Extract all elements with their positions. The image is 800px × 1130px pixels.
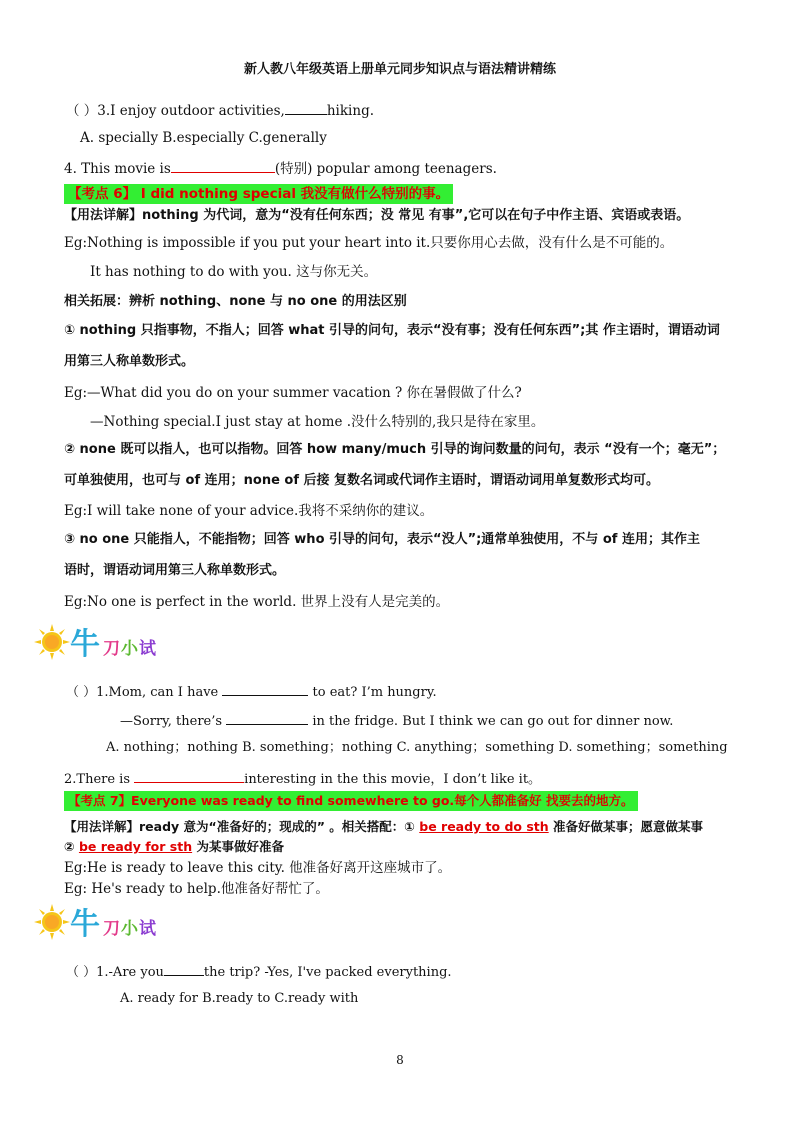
answer-blank[interactable] xyxy=(285,100,327,115)
rule-no-one-example: Eg:No one is perfect in the world. 世界上没有人是完美的。 xyxy=(64,594,450,610)
point-6-title xyxy=(64,184,453,204)
rule-none-line-1: ② none 既可以指人，也可以指物。回答 how many/much 引导的询问数量的问句，表示 “没有一个；毫无”； xyxy=(64,442,726,457)
practice-1-question-1-options: A. nothing；nothing B. something；nothing C. anything；something D. something；something xyxy=(106,740,728,755)
sun-icon xyxy=(34,904,70,940)
logo-text-big: 牛 xyxy=(70,907,100,942)
rule-no-one-line-2: 语时，谓语动词用第三人称单数形式。 xyxy=(64,563,286,578)
answer-blank[interactable] xyxy=(171,158,275,173)
q1-suffix: to eat? I’m hungry. xyxy=(308,685,437,700)
rule-none-example: Eg:I will take none of your advice.我将不采纳你的建议。 xyxy=(64,503,434,519)
logo-text-2: 小 xyxy=(121,919,138,939)
usage-mid: 准备好做某事；愿意做某事 xyxy=(548,819,704,834)
usage-text: nothing 为代词，意为“没有任何东西；没 常见 有事”,它可以在句子中作主语、宾语或表语。 xyxy=(142,208,690,223)
page-header-title: 新人教八年级英语上册单元同步知识点与语法精讲精练 xyxy=(243,62,556,77)
question-3-stem-suffix: hiking. xyxy=(326,103,374,119)
usage-label: 【用法详解】 xyxy=(64,208,143,223)
answer-blank[interactable] xyxy=(164,961,204,976)
practice-logo xyxy=(34,904,156,940)
logo-text-1: 刀 xyxy=(103,919,120,939)
practice-2-question-1-options: A. ready for B.ready to C.ready with xyxy=(120,991,359,1006)
rule-nothing-example-answer: —Nothing special.I just stay at home .没什么特别的,我只是待在家里。 xyxy=(90,414,545,430)
point-6-title-text: 【考点 6】 I did nothing special 我没有做什么特别的事。 xyxy=(64,184,453,204)
question-3 xyxy=(66,100,374,120)
rule-no-one-line-1: ③ no one 只能指人，不能指物；回答 who 引导的问句，表示“没人”;通常单独使用，不与 of 连用；其作主 xyxy=(64,532,700,547)
logo-text-1: 刀 xyxy=(103,639,120,659)
question-3-stem-prefix: （ ）3.I enjoy outdoor activities, xyxy=(66,103,285,119)
point-7-usage-line-1 xyxy=(64,818,703,836)
usage-prefix: 【用法详解】ready 意为“准备好的；现成的” 。相关搭配：① xyxy=(64,819,420,834)
rule-nothing-line-1: ① nothing 只指事物，不指人；回答 what 引导的问句，表示“没有事；没有任何东西”;其 作主语时，谓语动词 xyxy=(64,323,720,338)
expand-title: 相关拓展：辨析 nothing、none 与 no one 的用法区别 xyxy=(64,294,407,309)
answer-blank[interactable] xyxy=(226,710,308,725)
point-6-usage xyxy=(64,207,689,225)
q1-prefix: （ ）1.-Are you xyxy=(66,965,164,980)
answer-blank[interactable] xyxy=(134,768,244,783)
practice-1-question-1-reply xyxy=(120,710,673,731)
practice-2-question-1 xyxy=(66,961,452,982)
point-6-example-2: It has nothing to do with you. 这与你无关。 xyxy=(90,264,378,280)
sun-icon xyxy=(34,624,70,660)
q1-reply-suffix: in the fridge. But I think we can go out for dinner now. xyxy=(308,714,674,729)
point-7-title-text: 【考点 7】Everyone was ready to find somewhere to go.每个人都准备好 找要去的地方。 xyxy=(64,791,638,811)
question-4 xyxy=(64,158,497,178)
logo-text-3: 试 xyxy=(139,919,156,939)
usage-line2-prefix: ② xyxy=(64,839,79,854)
question-4-prefix: 4. This movie is xyxy=(64,161,171,177)
q2-prefix: 2.There is xyxy=(64,772,135,787)
logo-text-2: 小 xyxy=(121,639,138,659)
point-7-title xyxy=(64,791,638,811)
q2-suffix: interesting in the this movie，I don’t like it。 xyxy=(244,772,542,787)
practice-logo xyxy=(34,624,156,660)
answer-blank[interactable] xyxy=(222,681,308,696)
point-7-example-2: Eg: He's ready to help.他准备好帮忙了。 xyxy=(64,881,329,897)
phrase-be-ready-to-do: be ready to do sth xyxy=(419,819,549,834)
question-4-suffix: (特别) popular among teenagers. xyxy=(274,161,497,177)
point-6-example-1: Eg:Nothing is impossible if you put your heart into it.只要你用心去做，没有什么是不可能的。 xyxy=(64,235,674,251)
practice-1-question-1 xyxy=(66,681,437,702)
phrase-be-ready-for: be ready for sth xyxy=(78,839,193,854)
q1-reply-prefix: —Sorry, there’s xyxy=(120,714,227,729)
point-7-usage-line-2 xyxy=(64,838,284,856)
point-7-example-1: Eg:He is ready to leave this city. 他准备好离开这座城市了。 xyxy=(64,860,452,876)
rule-none-line-2: 可单独使用，也可与 of 连用；none of 后接 复数名词或代词作主语时，谓语动词用单复数形式均可。 xyxy=(64,473,660,488)
logo-text-3: 试 xyxy=(139,639,156,659)
question-3-options: A. specially B.especially C.generally xyxy=(80,130,327,146)
rule-nothing-line-2: 用第三人称单数形式。 xyxy=(64,354,195,369)
rule-nothing-example-question: Eg:—What did you do on your summer vacation ? 你在暑假做了什么? xyxy=(64,385,522,401)
logo-text-big: 牛 xyxy=(70,627,100,662)
practice-1-question-2 xyxy=(64,768,541,789)
q1-suffix: the trip? -Yes, I've packed everything. xyxy=(203,965,452,980)
usage-line2-suffix: 为某事做好准备 xyxy=(192,839,284,854)
page-number: 8 xyxy=(396,1053,404,1067)
q1-prefix: （ ）1.Mom, can I have xyxy=(66,685,223,700)
